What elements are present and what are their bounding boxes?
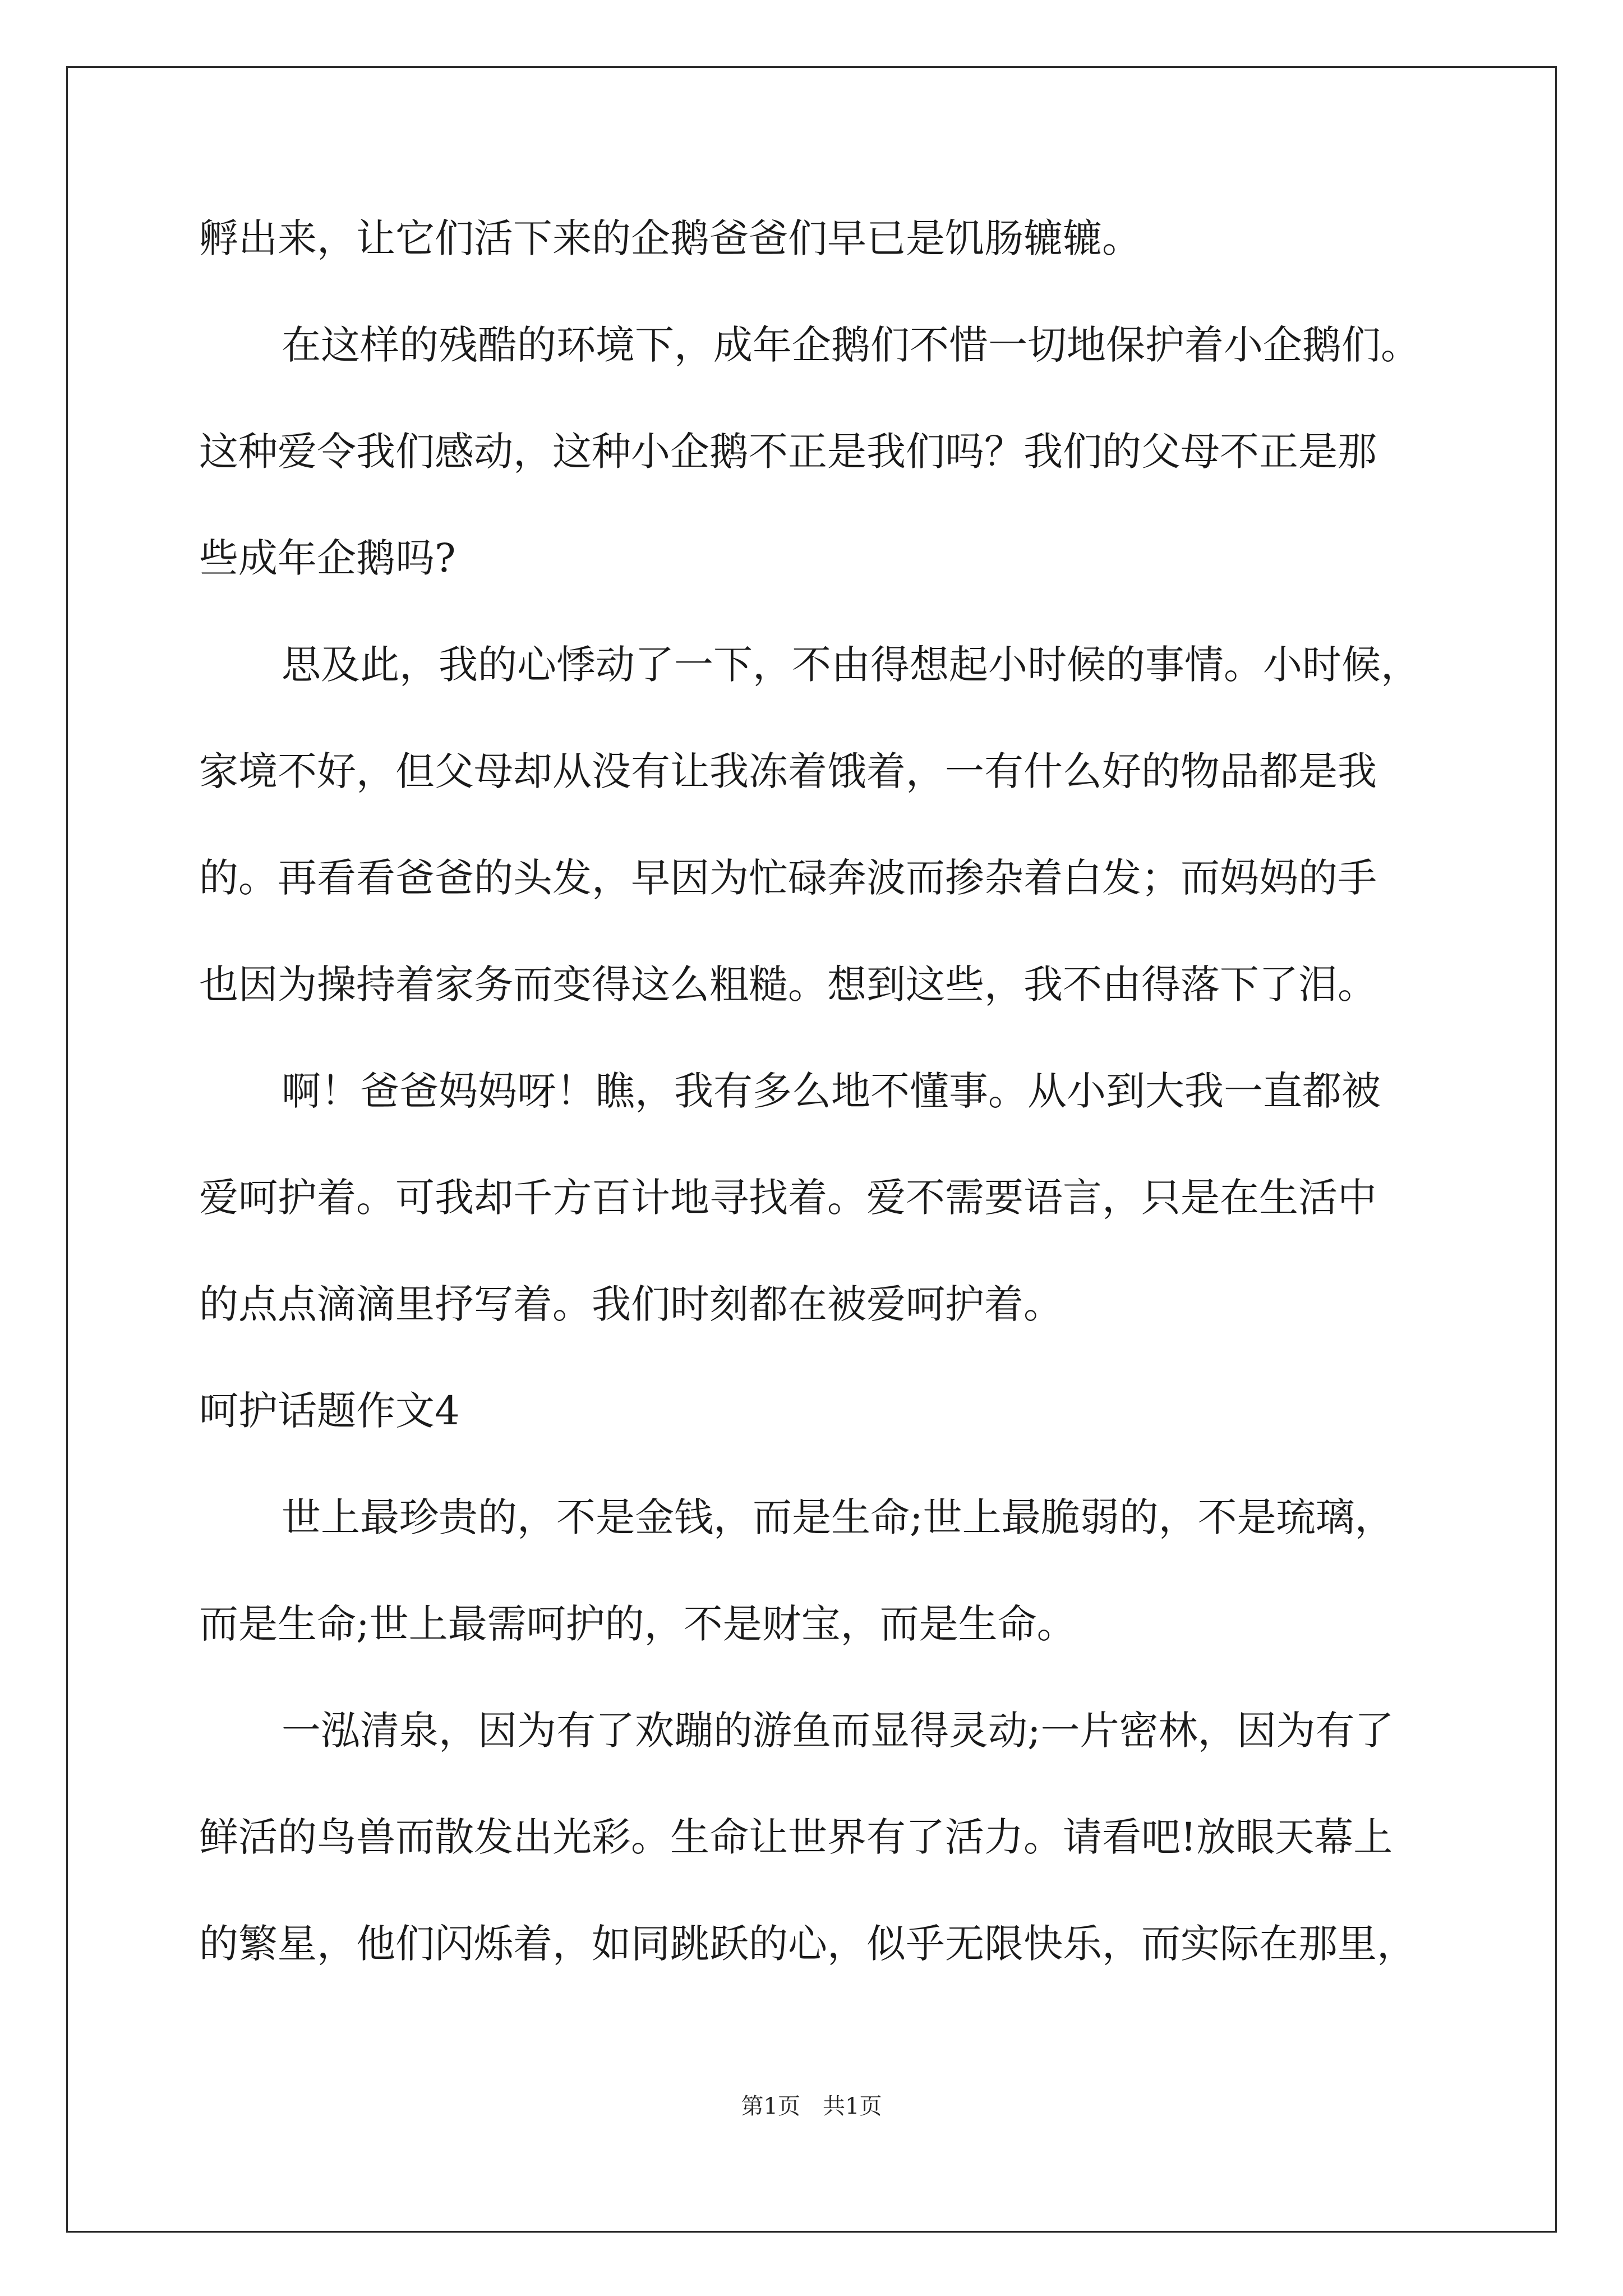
text-line-14: 而是生命;世上最需呵护的，不是财宝，而是生命。 <box>199 1601 1076 1647</box>
text-line-16: 鲜活的鸟兽而散发出光彩。生命让世界有了活力。请看吧!放眼天幕上 <box>199 1814 1393 1860</box>
text-line-4: 些成年企鹅吗? <box>199 535 456 581</box>
text-line-3: 这种爱令我们感动，这种小企鹅不正是我们吗？我们的父母不正是那 <box>199 429 1377 475</box>
text-line-8: 也因为操持着家务而变得这么粗糙。想到这些，我不由得落下了泪。 <box>199 961 1377 1007</box>
text-line-6: 家境不好，但父母却从没有让我冻着饿着，一有什么好的物品都是我 <box>199 748 1377 794</box>
section-heading: 呵护话题作文4 <box>199 1388 460 1434</box>
text-line-7: 的。再看看爸爸的头发，早因为忙碌奔波而掺杂着白发；而妈妈的手 <box>199 855 1377 901</box>
text-line-9: 啊！爸爸妈妈呀！瞧，我有多么地不懂事。从小到大我一直都被 <box>282 1068 1381 1114</box>
text-line-1: 孵出来，让它们活下来的企鹅爸爸们早已是饥肠辘辘。 <box>199 215 1141 261</box>
text-line-15: 一泓清泉，因为有了欢蹦的游鱼而显得灵动;一片密林，因为有了 <box>282 1708 1394 1754</box>
text-line-10: 爱呵护着。可我却千方百计地寻找着。爱不需要语言，只是在生活中 <box>199 1175 1377 1221</box>
text-line-2: 在这样的残酷的环境下，成年企鹅们不惜一切地保护着小企鹅们。 <box>282 322 1420 368</box>
document-body <box>199 185 1433 1997</box>
text-line-11: 的点点滴滴里抒写着。我们时刻都在被爱呵护着。 <box>199 1281 1063 1327</box>
text-line-5: 思及此，我的心悸动了一下，不由得想起小时候的事情。小时候， <box>282 642 1420 688</box>
page-footer: 第1页 共1页 <box>741 2093 882 2119</box>
text-line-17: 的繁星，他们闪烁着，如同跳跃的心，似乎无限快乐，而实际在那里， <box>199 1921 1416 1967</box>
text-line-13: 世上最珍贵的，不是金钱，而是生命;世上最脆弱的，不是琉璃， <box>282 1494 1394 1540</box>
